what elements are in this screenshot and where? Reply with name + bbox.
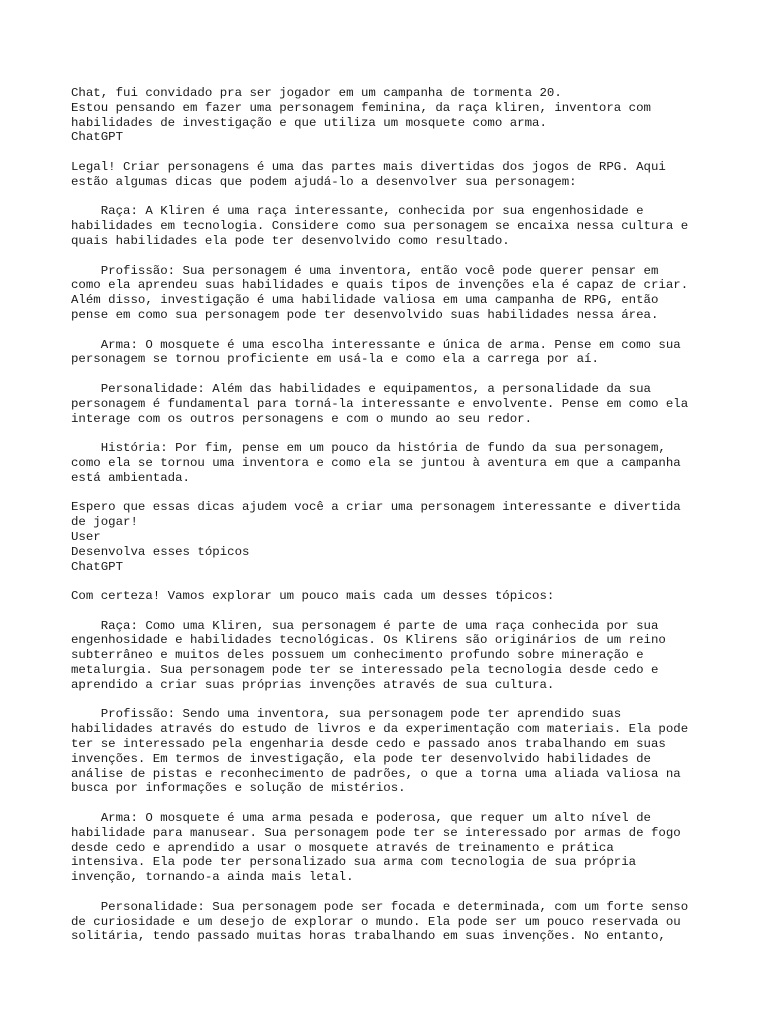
- text-line: Raça: Como uma Kliren, sua personagem é parte de uma raça conhecida por sua: [71, 618, 659, 633]
- text-line: Personalidade: Além das habilidades e equipamentos, a personalidade da sua: [71, 381, 651, 396]
- text-line: interage com os outros personagens e com o mundo ao seu redor.: [71, 411, 533, 426]
- text-line: ter se interessado pela engenharia desde cedo e passado anos trabalhando em suas: [71, 737, 666, 752]
- text-line: Chat, fui convidado pra ser jogador em um campanha de tormenta 20.: [71, 86, 562, 100]
- text-line: Desenvolva esses tópicos: [71, 544, 250, 559]
- text-line: solitária, tendo passado muitas horas trabalhando em suas invenções. No entanto,: [71, 929, 666, 944]
- text-line: habilidades em tecnologia. Considere como sua personagem se encaixa nessa cultura e: [71, 219, 689, 234]
- text-line: Arma: O mosquete é uma arma pesada e poderosa, que requer um alto nível de: [71, 811, 651, 826]
- text-line: Arma: O mosquete é uma escolha interessante e única de arma. Pense em como sua: [71, 337, 681, 352]
- text-line: ChatGPT: [71, 130, 124, 145]
- blank-line: [71, 190, 728, 205]
- text-line: Personalidade: Sua personagem pode ser focada e determinada, com um forte senso: [71, 899, 689, 914]
- text-line: aprendido a criar suas próprias invenções através de sua cultura.: [71, 677, 555, 692]
- blank-line: [71, 426, 728, 441]
- blank-line: [71, 796, 728, 811]
- text-line: desde cedo e aprendido a usar o mosquete através de treinamento e prática: [71, 840, 614, 855]
- text-line: está ambientada.: [71, 470, 190, 485]
- text-line: Além disso, investigação é uma habilidade valiosa em uma campanha de RPG, então: [71, 293, 659, 308]
- text-line: Com certeza! Vamos explorar um pouco mais cada um desses tópicos:: [71, 589, 555, 604]
- text-line: História: Por fim, pense em um pouco da história de fundo da sua personagem,: [71, 441, 666, 456]
- text-line: busca por informações e solução de mistérios.: [71, 781, 406, 796]
- blank-line: [71, 574, 728, 589]
- text-line: Legal! Criar personagens é uma das partes mais divertidas dos jogos de RPG. Aqui: [71, 159, 666, 174]
- text-line: Profissão: Sua personagem é uma inventora, então você pode querer pensar em: [71, 263, 659, 278]
- text-line: invenções. Em termos de investigação, ela pode ter desenvolvido habilidades de: [71, 751, 651, 766]
- text-line: intensiva. Ela pode ter personalizado sua arma com tecnologia de sua própria: [71, 855, 637, 870]
- text-line: metalurgia. Sua personagem pode ter se interessado pela tecnologia desde cedo e: [71, 663, 659, 678]
- text-line: personagem é fundamental para torná-la interessante e envolvente. Pense em como ela: [71, 396, 689, 411]
- blank-line: [71, 604, 728, 619]
- document-body: [71, 86, 728, 944]
- text-line: Espero que essas dicas ajudem você a criar uma personagem interessante e divertida: [71, 500, 681, 515]
- text-line: invenção, tornando-a ainda mais letal.: [71, 870, 354, 885]
- blank-line: [71, 367, 728, 382]
- text-line: User: [71, 529, 101, 544]
- text-line: habilidades de investigação e que utiliza um mosquete como arma.: [71, 115, 547, 130]
- blank-line: [71, 323, 728, 338]
- blank-line: [71, 486, 728, 501]
- text-line: de jogar!: [71, 515, 138, 530]
- blank-line: [71, 885, 728, 900]
- text-line: personagem se tornou proficiente em usá-la e como ela a carrega por aí.: [71, 352, 599, 367]
- text-line: habilidade para manusear. Sua personagem pode ter se interessado por armas de fogo: [71, 825, 681, 840]
- text-line: de curiosidade e um desejo de explorar o mundo. Ela pode ser um pouco reservada ou: [71, 914, 681, 929]
- text-line: ChatGPT: [71, 559, 124, 574]
- text-line: análise de pistas e reconhecimento de padrões, o que a torna uma aliada valiosa na: [71, 766, 681, 781]
- text-line: subterrâneo e muitos deles possuem um conhecimento profundo sobre mineração e: [71, 648, 644, 663]
- blank-line: [71, 145, 728, 160]
- text-line: Estou pensando em fazer uma personagem feminina, da raça kliren, inventora com: [71, 100, 651, 115]
- text-line: quais habilidades ela pode ter desenvolvido como resultado.: [71, 233, 510, 248]
- text-line: pense em como sua personagem pode ter desenvolvido suas habilidades nessa área.: [71, 307, 659, 322]
- text-line: Raça: A Kliren é uma raça interessante, conhecida por sua engenhosidade e: [71, 204, 644, 219]
- text-line: engenhosidade e habilidades tecnológicas. Os Klirens são originários de um reino: [71, 633, 666, 648]
- blank-line: [71, 249, 728, 264]
- blank-line: [71, 693, 728, 708]
- text-line: habilidades através do estudo de livros e da experimentação com materiais. Ela pode: [71, 722, 689, 737]
- text-line: Profissão: Sendo uma inventora, sua personagem pode ter aprendido suas: [71, 707, 622, 722]
- text-line: estão algumas dicas que podem ajudá-lo a desenvolver sua personagem:: [71, 174, 577, 189]
- text-line: como ela aprendeu suas habilidades e quais tipos de invenções ela é capaz de criar.: [71, 278, 689, 293]
- text-line: como ela se tornou uma inventora e como ela se juntou à aventura em que a campanha: [71, 455, 681, 470]
